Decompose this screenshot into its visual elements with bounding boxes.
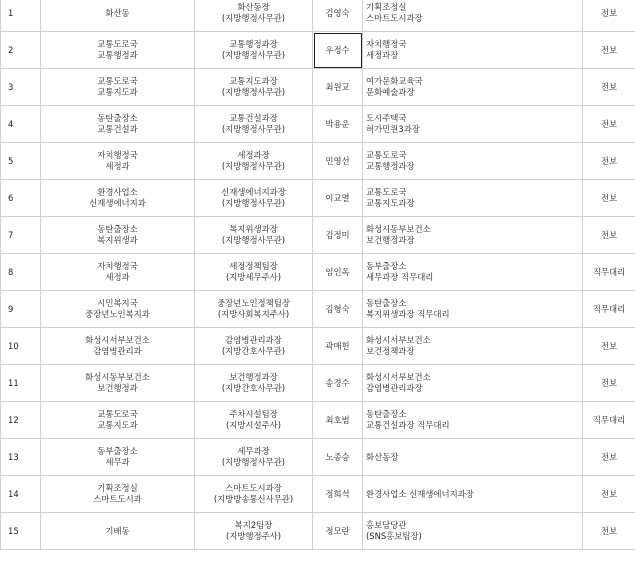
table-row xyxy=(1,106,635,143)
person-name-text: 송경수 xyxy=(325,377,350,388)
person-name-cell[interactable] xyxy=(313,69,363,106)
to-position-line: 여가문화교육국 xyxy=(366,76,423,86)
to-position-line: 스마트도시과장 xyxy=(366,13,423,23)
row-number-cell[interactable] xyxy=(1,180,41,217)
prev-position-line: 세정정책팀장 xyxy=(229,261,278,271)
prev-position-line: (지방간호사무관) xyxy=(221,346,286,356)
row-number-text: 13 xyxy=(8,451,19,462)
person-name-text: 노종승 xyxy=(325,451,350,462)
prev-position-line: (지방세무주사) xyxy=(225,272,282,282)
transfer-type-text: 전보 xyxy=(600,229,618,240)
row-number-text: 12 xyxy=(8,414,19,425)
from-dept-line: 동탄출장소 xyxy=(97,113,138,123)
from-dept-cell[interactable] xyxy=(41,143,195,180)
transfer-type-cell[interactable] xyxy=(583,0,635,32)
from-dept-cell[interactable] xyxy=(41,32,195,69)
to-position-cell[interactable] xyxy=(363,180,583,217)
row-number-text: 4 xyxy=(8,118,14,129)
prev-position-line: 교통건설과장 xyxy=(229,113,278,123)
from-dept-line: 교통지도과 xyxy=(97,420,138,430)
prev-position-line: 교통지도과장 xyxy=(229,76,278,86)
prev-position-cell[interactable] xyxy=(195,365,313,402)
transfer-type-text: 전보 xyxy=(600,451,618,462)
row-number-text: 15 xyxy=(8,525,19,536)
person-name-cell[interactable] xyxy=(313,439,363,476)
from-dept-line: 교통도로국 xyxy=(97,76,138,86)
to-position-line: 문화예술과장 xyxy=(366,87,415,97)
prev-position-line: 중장년노인정책팀장 xyxy=(217,298,290,308)
table-row xyxy=(1,69,635,106)
from-dept-cell[interactable] xyxy=(41,439,195,476)
prev-position-line: (지방행정사무관) xyxy=(221,87,286,97)
to-position-line: 보건정책과장 xyxy=(366,346,415,356)
row-number-text: 6 xyxy=(8,192,14,203)
from-dept-cell[interactable] xyxy=(41,69,195,106)
from-dept-cell[interactable] xyxy=(41,217,195,254)
to-position-line: 도시주택국 xyxy=(366,113,407,123)
transfer-type-cell[interactable] xyxy=(583,69,635,106)
table-row xyxy=(1,0,635,32)
person-name-text: 정희석 xyxy=(325,488,350,499)
prev-position-line: (지방행정사무관) xyxy=(221,235,286,245)
person-name-cell[interactable] xyxy=(313,180,363,217)
to-position-line: 세정과장 xyxy=(366,50,399,60)
table-row xyxy=(1,439,635,476)
transfer-type-text: 전보 xyxy=(600,340,618,351)
table-row xyxy=(1,291,635,328)
to-position-line: 자치행정국 xyxy=(366,39,407,49)
row-number-text: 10 xyxy=(8,340,19,351)
prev-position-cell[interactable] xyxy=(195,0,313,32)
person-name-text: 이교열 xyxy=(325,192,350,203)
row-number-cell[interactable] xyxy=(1,513,41,550)
row-number-cell[interactable] xyxy=(1,402,41,439)
from-dept-line: 시민복지국 xyxy=(97,298,138,308)
table-row xyxy=(1,254,635,291)
person-name-cell[interactable] xyxy=(313,402,363,439)
row-number-cell[interactable] xyxy=(1,328,41,365)
person-name-cell[interactable] xyxy=(313,328,363,365)
row-number-cell[interactable] xyxy=(1,69,41,106)
to-position-cell[interactable] xyxy=(363,328,583,365)
to-position-line: 허가민원3과장 xyxy=(366,124,420,134)
person-name-text: 최원교 xyxy=(325,81,350,92)
transfer-type-cell[interactable] xyxy=(583,254,635,291)
to-position-line: 화성시서부보건소 xyxy=(366,335,431,345)
from-dept-cell[interactable] xyxy=(41,476,195,513)
from-dept-line: 화성시서부보건소 xyxy=(85,335,150,345)
table-row xyxy=(1,513,635,550)
to-position-cell[interactable] xyxy=(363,365,583,402)
to-position-cell[interactable] xyxy=(363,0,583,32)
transfer-type-cell[interactable] xyxy=(583,32,635,69)
person-name-text: 김형숙 xyxy=(325,303,350,314)
transfer-type-cell[interactable] xyxy=(583,476,635,513)
prev-position-cell[interactable] xyxy=(195,217,313,254)
to-position-cell[interactable] xyxy=(363,254,583,291)
transfer-type-cell[interactable] xyxy=(583,217,635,254)
from-dept-cell[interactable] xyxy=(41,180,195,217)
from-dept-line: 감염병관리과 xyxy=(93,346,142,356)
to-position-cell[interactable] xyxy=(363,69,583,106)
from-dept-line: 교통도로국 xyxy=(97,39,138,49)
table-row xyxy=(1,143,635,180)
prev-position-line: (지방행정사무관) xyxy=(221,124,286,134)
from-dept-line: 기획조정실 xyxy=(97,483,138,493)
row-number-cell[interactable] xyxy=(1,0,41,32)
prev-position-line: 스마트도시과장 xyxy=(225,483,282,493)
from-dept-line: 자치행정국 xyxy=(97,261,138,271)
to-position-line: 화산동장 xyxy=(366,451,399,462)
transfer-type-cell[interactable] xyxy=(583,291,635,328)
from-dept-line: 자치행정국 xyxy=(97,150,138,160)
to-position-line: 동탄출장소 xyxy=(366,409,407,419)
to-position-line: 교통행정과장 xyxy=(366,161,415,171)
person-name-text: 민영선 xyxy=(325,155,350,166)
row-number-text: 7 xyxy=(8,229,14,240)
prev-position-line: 보건행정과장 xyxy=(229,372,278,382)
prev-position-line: 감염병관리과장 xyxy=(225,335,282,345)
to-position-cell[interactable] xyxy=(363,291,583,328)
person-name-cell[interactable] xyxy=(313,291,363,328)
row-number-cell[interactable] xyxy=(1,32,41,69)
prev-position-cell[interactable] xyxy=(195,180,313,217)
prev-position-line: (지방행정사무관) xyxy=(221,13,286,23)
transfer-type-text: 전보 xyxy=(600,192,618,203)
prev-position-line: (지방행정사무관) xyxy=(221,161,286,171)
prev-position-line: 복지위생과장 xyxy=(229,224,278,234)
prev-position-line: (지방행정사무관) xyxy=(221,198,286,208)
row-number-cell[interactable] xyxy=(1,143,41,180)
from-dept-line: 교통행정과 xyxy=(97,50,138,60)
person-name-text: 정모란 xyxy=(325,525,350,536)
transfer-type-cell[interactable] xyxy=(583,402,635,439)
row-number-text: 3 xyxy=(8,81,14,92)
transfer-type-cell[interactable] xyxy=(583,106,635,143)
row-number-cell[interactable] xyxy=(1,291,41,328)
prev-position-line: 세무과장 xyxy=(237,446,270,456)
from-dept-line: 교통건설과 xyxy=(97,124,138,134)
person-name-text: 김정미 xyxy=(325,229,350,240)
transfer-type-text: 직무대리 xyxy=(592,303,626,314)
prev-position-line: (지방간호사무관) xyxy=(221,383,286,393)
prev-position-cell[interactable] xyxy=(195,106,313,143)
from-dept-cell[interactable] xyxy=(41,365,195,402)
row-number-cell[interactable] xyxy=(1,476,41,513)
person-name-cell[interactable] xyxy=(313,217,363,254)
person-name-text: 박용운 xyxy=(325,118,350,129)
from-dept-line: 세정과 xyxy=(105,161,130,171)
to-position-line: 화성시서부보건소 xyxy=(366,372,431,382)
to-position-line: 홍보담당관 xyxy=(366,520,407,530)
to-position-line: 화성시동부보건소 xyxy=(366,224,431,234)
to-position-cell[interactable] xyxy=(363,476,583,513)
row-number-cell[interactable] xyxy=(1,439,41,476)
prev-position-line: (지방사회복지주사) xyxy=(217,309,290,319)
row-number-text: 8 xyxy=(8,266,14,277)
to-position-line: 교통지도과장 xyxy=(366,198,415,208)
prev-position-line: 화산동장 xyxy=(237,2,270,12)
to-position-line: 보건행정과장 xyxy=(366,235,415,245)
to-position-line: 교통도로국 xyxy=(366,150,407,160)
prev-position-line: 주차시설팀장 xyxy=(229,409,278,419)
transfer-type-text: 전보 xyxy=(600,118,618,129)
transfer-type-text: 전보 xyxy=(600,155,618,166)
person-name-text: 임인옥 xyxy=(325,266,350,277)
from-dept-cell[interactable] xyxy=(41,254,195,291)
transfer-type-text: 전보 xyxy=(600,44,618,55)
to-position-line: 교통도로국 xyxy=(366,187,407,197)
person-name-text: 김영숙 xyxy=(325,7,350,18)
to-position-cell[interactable] xyxy=(363,402,583,439)
person-name-cell[interactable] xyxy=(313,106,363,143)
transfer-type-text: 직무대리 xyxy=(592,414,626,425)
prev-position-cell[interactable] xyxy=(195,69,313,106)
row-number-text: 1 xyxy=(8,7,14,18)
prev-position-cell[interactable] xyxy=(195,402,313,439)
prev-position-cell[interactable] xyxy=(195,328,313,365)
prev-position-line: 교통행정과장 xyxy=(229,39,278,49)
to-position-line: 감염병관리과장 xyxy=(366,383,423,393)
from-dept-cell[interactable] xyxy=(41,402,195,439)
to-position-line: 세무과장 직무대리 xyxy=(366,272,434,282)
from-dept-line: 신재생에너지과 xyxy=(89,198,146,208)
from-dept-line: 스마트도시과 xyxy=(93,494,142,504)
prev-position-cell[interactable] xyxy=(195,143,313,180)
table-row xyxy=(1,476,635,513)
table-row xyxy=(1,402,635,439)
table-row xyxy=(1,32,635,69)
to-position-cell[interactable] xyxy=(363,439,583,476)
transfer-type-cell[interactable] xyxy=(583,439,635,476)
row-number-cell[interactable] xyxy=(1,106,41,143)
to-position-cell[interactable] xyxy=(363,106,583,143)
prev-position-cell[interactable] xyxy=(195,439,313,476)
person-name-cell[interactable] xyxy=(313,32,363,69)
prev-position-cell[interactable] xyxy=(195,513,313,550)
to-position-cell[interactable] xyxy=(363,32,583,69)
transfer-type-text: 전보 xyxy=(600,488,618,499)
prev-position-line: (지방행정사무관) xyxy=(221,50,286,60)
prev-position-cell[interactable] xyxy=(195,476,313,513)
table-row xyxy=(1,328,635,365)
table-row xyxy=(1,217,635,254)
from-dept-line: 화성시동부보건소 xyxy=(85,372,150,382)
transfer-type-cell[interactable] xyxy=(583,180,635,217)
transfer-type-text: 전보 xyxy=(600,81,618,92)
from-dept-line: 교통도로국 xyxy=(97,409,138,419)
row-number-text: 2 xyxy=(8,44,14,55)
to-position-line: 환경사업소 신재생에너지과장 xyxy=(366,488,474,499)
row-number-cell[interactable] xyxy=(1,365,41,402)
transfer-type-text: 전보 xyxy=(600,525,618,536)
table-row xyxy=(1,365,635,402)
from-dept-line: 중장년노인복지과 xyxy=(85,309,150,319)
to-position-line: (SNS홍보팀장) xyxy=(366,531,422,541)
to-position-cell[interactable] xyxy=(363,513,583,550)
from-dept-line: 보건행정과 xyxy=(97,383,138,393)
from-dept-line: 동탄출장소 xyxy=(97,224,138,234)
prev-position-line: 복지2팀장 xyxy=(234,520,273,530)
prev-position-line: (지방방송통신사무관) xyxy=(213,494,294,504)
from-dept-line: 화산동 xyxy=(105,7,130,18)
person-name-text: 곽매헌 xyxy=(325,340,350,351)
to-position-line: 동부출장소 xyxy=(366,261,407,271)
from-dept-line: 복지위생과 xyxy=(97,235,138,245)
from-dept-line: 세정과 xyxy=(105,272,130,282)
prev-position-cell[interactable] xyxy=(195,291,313,328)
row-number-text: 5 xyxy=(8,155,14,166)
from-dept-cell[interactable] xyxy=(41,106,195,143)
to-position-line: 동탄출장소 xyxy=(366,298,407,308)
to-position-cell[interactable] xyxy=(363,143,583,180)
prev-position-cell[interactable] xyxy=(195,254,313,291)
person-name-cell[interactable] xyxy=(313,513,363,550)
to-position-line: 기획조정실 xyxy=(366,2,407,12)
prev-position-cell[interactable] xyxy=(195,32,313,69)
person-name-cell[interactable] xyxy=(313,254,363,291)
person-name-cell[interactable] xyxy=(313,365,363,402)
from-dept-cell[interactable] xyxy=(41,513,195,550)
from-dept-line: 교통지도과 xyxy=(97,87,138,97)
row-number-cell[interactable] xyxy=(1,254,41,291)
from-dept-cell[interactable] xyxy=(41,328,195,365)
person-name-cell[interactable] xyxy=(313,476,363,513)
transfer-type-text: 전보 xyxy=(600,7,618,18)
row-number-text: 9 xyxy=(8,303,14,314)
from-dept-line: 세무과 xyxy=(105,457,130,467)
person-name-cell[interactable] xyxy=(313,0,363,32)
prev-position-line: (지방행정주사) xyxy=(225,531,282,541)
to-position-cell[interactable] xyxy=(363,217,583,254)
table-row xyxy=(1,180,635,217)
transfer-type-cell[interactable] xyxy=(583,513,635,550)
transfer-type-cell[interactable] xyxy=(583,328,635,365)
row-number-cell[interactable] xyxy=(1,217,41,254)
transfer-type-text: 직무대리 xyxy=(592,266,626,277)
from-dept-cell[interactable] xyxy=(41,291,195,328)
prev-position-line: 세정과장 xyxy=(237,150,270,160)
person-name-text: 최호범 xyxy=(325,414,350,425)
transfer-type-cell[interactable] xyxy=(583,365,635,402)
to-position-line: 복지위생과장 직무대리 xyxy=(366,309,450,319)
person-name-text: 우정수 xyxy=(325,44,350,55)
prev-position-line: (지방시설주사) xyxy=(225,420,282,430)
from-dept-line: 기배동 xyxy=(105,525,130,536)
from-dept-cell[interactable] xyxy=(41,0,195,32)
transfer-type-cell[interactable] xyxy=(583,143,635,180)
to-position-line: 교통건설과장 직무대리 xyxy=(366,420,450,430)
from-dept-line: 환경사업소 xyxy=(97,187,138,197)
from-dept-line: 동부출장소 xyxy=(97,446,138,456)
row-number-text: 14 xyxy=(8,488,19,499)
prev-position-line: (지방행정사무관) xyxy=(221,457,286,467)
person-name-cell[interactable] xyxy=(313,143,363,180)
row-number-text: 11 xyxy=(8,377,19,388)
prev-position-line: 신재생에너지과장 xyxy=(221,187,286,197)
transfer-type-text: 전보 xyxy=(600,377,618,388)
